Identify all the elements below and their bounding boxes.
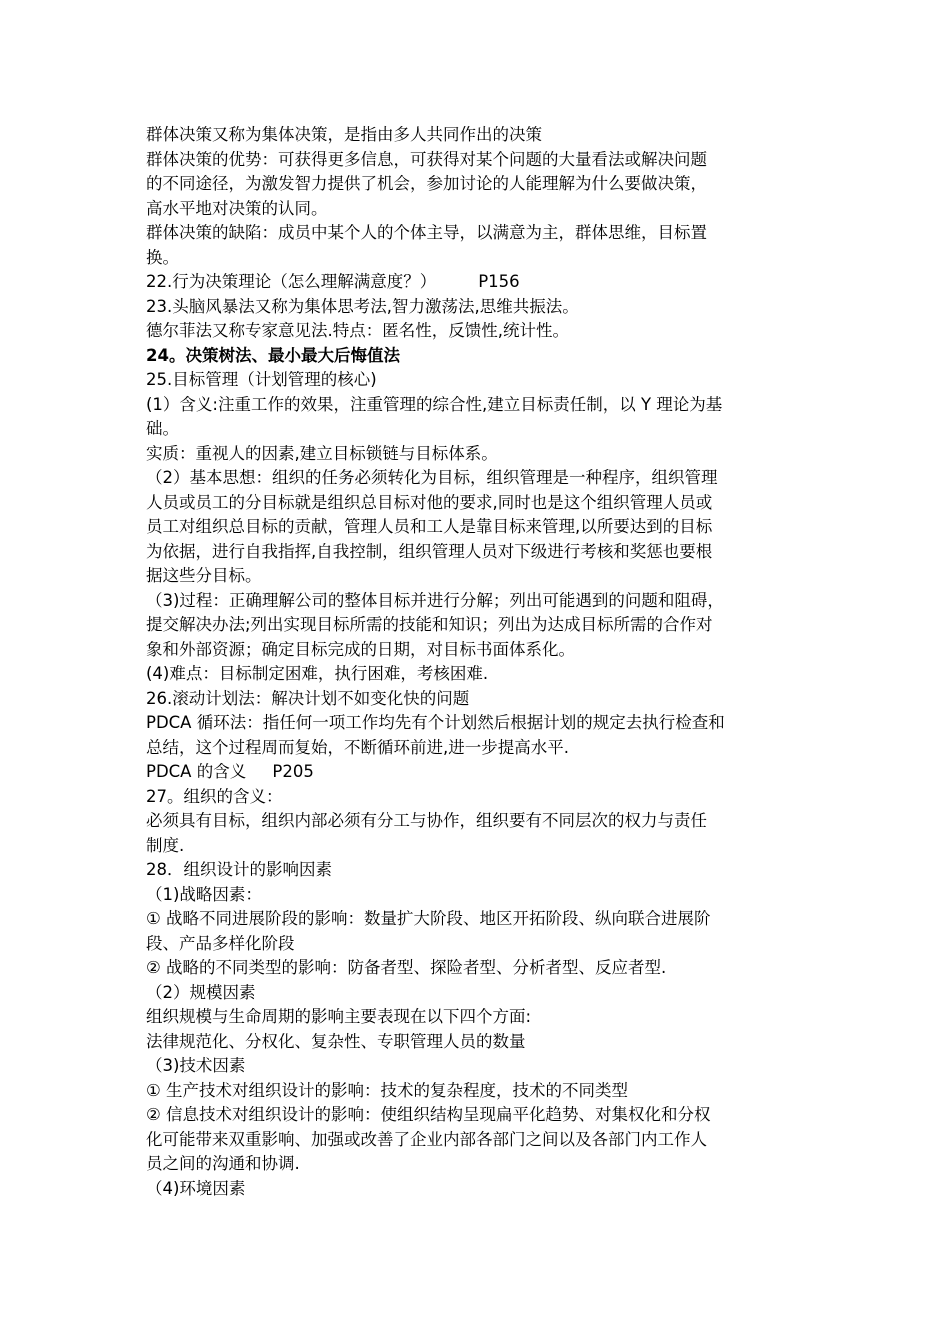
text-line: 24。决策树法、最小最大后悔值法	[146, 345, 400, 365]
text-line: （3)技术因素	[146, 1056, 246, 1075]
text-line: 化可能带来双重影响、加强或改善了企业内部各部门之间以及各部门内工作人	[146, 1129, 707, 1149]
text-line: 群体决策的缺陷：成员中某个人的个体主导，以满意为主，群体思维，目标置	[146, 223, 707, 242]
text-line: 25.目标管理（计划管理的核心)	[146, 370, 377, 389]
text-line: 组织规模与生命周期的影响主要表现在以下四个方面:	[146, 1007, 532, 1026]
text-line: (1）含义:注重工作的效果，注重管理的综合性,建立目标责任制，以 Y 理论为基	[146, 394, 723, 414]
text-line: 提交解决办法;列出实现目标所需的技能和知识；列出为达成目标所需的合作对	[146, 615, 713, 634]
text-line: （2）基本思想：组织的任务必须转化为目标，组织管理是一种程序，组织管理	[146, 468, 718, 487]
text-line: 26.滚动计划法：解决计划不如变化快的问题	[146, 688, 470, 708]
text-line: 员之间的沟通和协调.	[146, 1154, 300, 1173]
text-line: 员工对组织总目标的贡献，管理人员和工人是靠目标来管理,以所要达到的目标	[146, 517, 713, 536]
text-line: 段、产品多样化阶段	[146, 933, 295, 953]
text-line: （1)战略因素：	[146, 884, 262, 904]
text-line: 必须具有目标，组织内部必须有分工与协作，组织要有不同层次的权力与责任	[146, 811, 707, 830]
text-line: 的不同途径，为激发智力提供了机会，参加讨论的人能理解为什么要做决策，	[146, 174, 707, 193]
text-line: 23.头脑风暴法又称为集体思考法,智力激荡法,思维共振法。	[146, 296, 579, 316]
text-line: 总结，这个过程周而复始，不断循环前进,进一步提高水平.	[146, 737, 569, 757]
text-line: 德尔菲法又称专家意见法.特点：匿名性，反馈性,统计性。	[146, 321, 569, 340]
text-line: 据这些分目标。	[146, 566, 262, 585]
text-line: (4)难点：目标制定困难，执行困难，考核困难.	[146, 664, 489, 683]
text-line: 为依据，进行自我指挥,自我控制，组织管理人员对下级进行考核和奖惩也要根	[146, 541, 713, 561]
text-line: 法律规范化、分权化、复杂性、专职管理人员的数量	[146, 1031, 526, 1051]
text-line: ② 信息技术对组织设计的影响：使组织结构呈现扁平化趋势、对集权化和分权	[146, 1105, 711, 1124]
text-line: 高水平地对决策的认同。	[146, 198, 328, 218]
text-line: 象和外部资源；确定目标完成的日期，对目标书面体系化。	[146, 639, 575, 659]
text-line: ① 生产技术对组织设计的影响：技术的复杂程度，技术的不同类型	[146, 1080, 629, 1100]
text-line: （3)过程：正确理解公司的整体目标并进行分解；列出可能遇到的问题和阻碍，	[146, 590, 724, 610]
text-line: （2）规模因素	[146, 982, 256, 1002]
text-line: PDCA 循环法：指任何一项工作均先有个计划然后根据计划的规定去执行检查和	[146, 713, 725, 732]
text-line: 换。	[146, 247, 179, 267]
text-line: 27。组织的含义：	[146, 786, 283, 806]
text-line: 实质：重视人的因素,建立目标锁链与目标体系。	[146, 443, 498, 463]
text-line: 22.行为决策理论（怎么理解满意度？） P156	[146, 272, 520, 291]
text-line: 群体决策又称为集体决策，是指由多人共同作出的决策	[146, 125, 542, 144]
text-line: 制度.	[146, 835, 185, 855]
text-line: PDCA 的含义 P205	[146, 762, 314, 781]
text-line: 28．组织设计的影响因素	[146, 860, 332, 879]
text-line: 群体决策的优势：可获得更多信息，可获得对某个问题的大量看法或解决问题	[146, 149, 707, 169]
document-body	[146, 123, 826, 1201]
text-line: （4)环境因素	[146, 1178, 246, 1198]
text-line: ① 战略不同进展阶段的影响：数量扩大阶段、地区开拓阶段、纵向联合进展阶	[146, 909, 711, 928]
text-line: 础。	[146, 419, 179, 438]
text-line: 人员或员工的分目标就是组织总目标对他的要求,同时也是这个组织管理人员或	[146, 492, 713, 512]
text-line: ② 战略的不同类型的影响：防备者型、探险者型、分析者型、反应者型.	[146, 958, 667, 977]
